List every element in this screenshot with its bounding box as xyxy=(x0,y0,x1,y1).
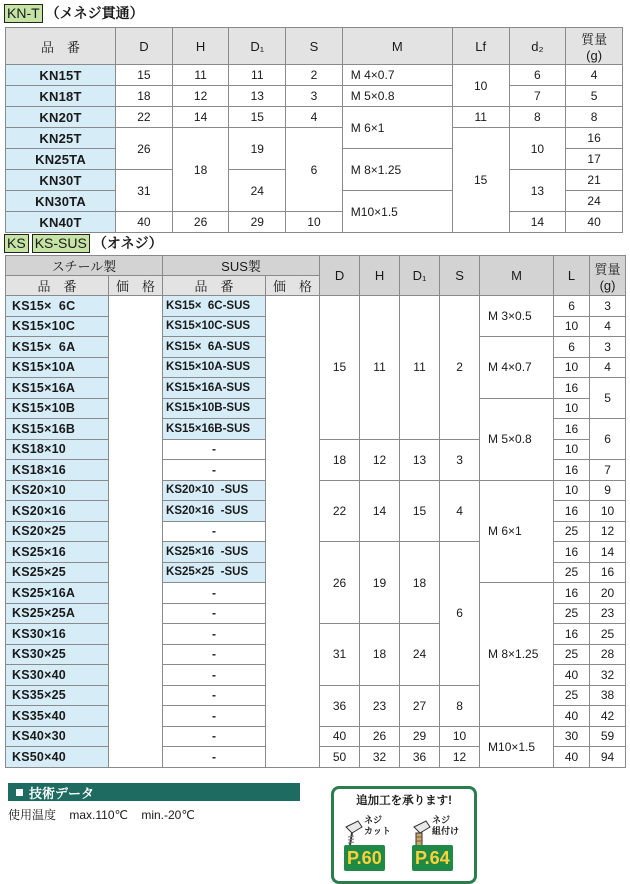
ks-m-cell: M 8×1.25 xyxy=(480,583,554,727)
extra-processing-badge[interactable] xyxy=(331,786,477,884)
ks-steel-code: KS20×16 xyxy=(6,501,109,522)
ks-h-mass: 質量 (g) xyxy=(590,256,626,296)
ks-d-cell: 50 xyxy=(320,747,360,768)
ks-sus-code: - xyxy=(163,603,266,624)
ks-sus-tag: KS-SUS xyxy=(32,234,90,253)
ks-steel-code: KS30×40 xyxy=(6,665,109,686)
ks-steel-code: KS15×16B xyxy=(6,419,109,440)
ks-h-h: H xyxy=(360,256,400,296)
kn-cell: 8 xyxy=(566,107,623,128)
kn-code: KN25T xyxy=(6,128,116,149)
ks-sus-code: - xyxy=(163,460,266,481)
ks-l-cell: 10 xyxy=(554,480,590,501)
ks-steel-code: KS40×30 xyxy=(6,726,109,747)
ks-steel-code: KS15×10C xyxy=(6,316,109,337)
table-row xyxy=(6,107,623,128)
kn-tag: KN-T xyxy=(4,4,43,23)
kn-h-s: S xyxy=(286,28,343,65)
ks-l-cell: 16 xyxy=(554,460,590,481)
kn-cell: M 6×1 xyxy=(342,107,452,149)
kn-cell: 15 xyxy=(452,128,509,233)
ks-l-cell: 16 xyxy=(554,378,590,399)
badge-item-thread-cut[interactable] xyxy=(336,815,402,875)
ks-d-cell: 15 xyxy=(320,296,360,440)
kn-section-title xyxy=(4,2,144,24)
ks-sus-code: - xyxy=(163,583,266,604)
ks-h-sus-price: 価 格 xyxy=(266,276,320,296)
ks-steel-code: KS25×16 xyxy=(6,542,109,563)
ks-mass-cell: 7 xyxy=(590,460,626,481)
kn-cell: 26 xyxy=(172,212,229,233)
ks-sus-code: KS15×10A-SUS xyxy=(163,357,266,378)
ks-mass-cell: 3 xyxy=(590,296,626,317)
ks-mass-cell: 59 xyxy=(590,726,626,747)
kn-cell: 13 xyxy=(509,170,566,212)
ks-s-cell: 8 xyxy=(440,685,480,726)
ks-steel-code: KS15× 6C xyxy=(6,296,109,317)
ks-steel-code: KS25×16A xyxy=(6,583,109,604)
kn-code: KN30T xyxy=(6,170,116,191)
tech-temp-line xyxy=(8,806,205,823)
ks-l-cell: 30 xyxy=(554,726,590,747)
kn-cell: 17 xyxy=(566,149,623,170)
ks-sus-code: KS20×16 -SUS xyxy=(163,501,266,522)
ks-mass-cell: 28 xyxy=(590,644,626,665)
kn-cell: 24 xyxy=(566,191,623,212)
ks-l-cell: 10 xyxy=(554,439,590,460)
kn-note: （メネジ貫通） xyxy=(45,5,144,21)
ks-l-cell: 40 xyxy=(554,706,590,727)
ks-d-cell: 26 xyxy=(320,542,360,624)
ks-header-row-1 xyxy=(6,256,626,276)
kn-cell: 31 xyxy=(116,170,173,212)
ks-l-cell: 16 xyxy=(554,419,590,440)
ks-mass-cell: 16 xyxy=(590,562,626,583)
tech-data-title: 技術データ xyxy=(29,785,95,801)
ks-steel-code: KS20×10 xyxy=(6,480,109,501)
kn-cell: 40 xyxy=(566,212,623,233)
kn-cell: 21 xyxy=(566,170,623,191)
ks-s-cell: 10 xyxy=(440,726,480,747)
kn-cell: 10 xyxy=(452,65,509,107)
kn-cell: 26 xyxy=(116,128,173,170)
kn-cell: 24 xyxy=(229,170,286,212)
ks-d-cell: 22 xyxy=(320,480,360,542)
ks-mass-cell: 6 xyxy=(590,419,626,460)
kn-cell: M 5×0.8 xyxy=(342,86,452,107)
kn-cell: 13 xyxy=(229,86,286,107)
ks-steel-code: KS25×25 xyxy=(6,562,109,583)
ks-m-cell: M 5×0.8 xyxy=(480,398,554,480)
ks-h-steel-part: 品 番 xyxy=(6,276,109,296)
kn-cell: 5 xyxy=(566,86,623,107)
ks-h-steel: スチール製 xyxy=(6,256,163,276)
ks-mass-cell: 94 xyxy=(590,747,626,768)
ks-h-cell: 18 xyxy=(360,624,400,686)
ks-mass-cell: 9 xyxy=(590,480,626,501)
kn-cell: 6 xyxy=(286,128,343,212)
ks-h-s: S xyxy=(440,256,480,296)
temp-max: max.110℃ xyxy=(69,808,128,822)
ks-l-cell: 10 xyxy=(554,357,590,378)
kn-cell: 14 xyxy=(509,212,566,233)
kn-code: KN20T xyxy=(6,107,116,128)
ks-l-cell: 16 xyxy=(554,501,590,522)
ks-sus-code: KS15×10C-SUS xyxy=(163,316,266,337)
ks-mass-cell: 4 xyxy=(590,357,626,378)
kn-h-d2: d₂ xyxy=(509,28,566,65)
ks-s-cell: 3 xyxy=(440,439,480,480)
ks-d1-cell: 18 xyxy=(400,542,440,624)
ks-steel-code: KS30×25 xyxy=(6,644,109,665)
ks-sus-code: - xyxy=(163,706,266,727)
badge-item1-page: P.60 xyxy=(344,845,385,871)
ks-d-cell: 36 xyxy=(320,685,360,726)
ks-h-l: L xyxy=(554,256,590,296)
bullet-square-icon xyxy=(16,789,23,796)
kn-cell: 22 xyxy=(116,107,173,128)
ks-sus-code: - xyxy=(163,747,266,768)
ks-sus-code: KS15×16A-SUS xyxy=(163,378,266,399)
ks-sus-code: - xyxy=(163,644,266,665)
ks-d1-cell: 13 xyxy=(400,439,440,480)
ks-s-cell: 12 xyxy=(440,747,480,768)
ks-d-cell: 18 xyxy=(320,439,360,480)
kn-cell: 19 xyxy=(229,128,286,170)
kn-cell: 10 xyxy=(509,128,566,170)
kn-cell: 2 xyxy=(286,65,343,86)
ks-l-cell: 16 xyxy=(554,624,590,645)
kn-cell: 40 xyxy=(116,212,173,233)
ks-h-m: M xyxy=(480,256,554,296)
ks-l-cell: 25 xyxy=(554,685,590,706)
ks-steel-code: KS15× 6A xyxy=(6,337,109,358)
badge-item-thread-assembly[interactable] xyxy=(404,815,470,875)
ks-l-cell: 25 xyxy=(554,562,590,583)
ks-section-title xyxy=(4,232,163,254)
ks-steel-code: KS18×16 xyxy=(6,460,109,481)
ks-s-cell: 4 xyxy=(440,480,480,542)
kn-cell: 15 xyxy=(229,107,286,128)
badge-item2-label: ネジ 組付け xyxy=(432,815,460,836)
kn-header-row xyxy=(6,28,623,65)
kn-cell: 12 xyxy=(172,86,229,107)
ks-h-cell: 14 xyxy=(360,480,400,542)
ks-sus-code: - xyxy=(163,624,266,645)
kn-cell: 11 xyxy=(172,65,229,86)
ks-steel-code: KS15×16A xyxy=(6,378,109,399)
kn-cell: 29 xyxy=(229,212,286,233)
badge-item1-label: ネジ カット xyxy=(364,815,391,836)
ks-steel-code: KS18×10 xyxy=(6,439,109,460)
ks-table xyxy=(5,255,626,768)
kn-code: KN25TA xyxy=(6,149,116,170)
kn-h-part: 品 番 xyxy=(6,28,116,65)
ks-sus-code: - xyxy=(163,665,266,686)
ks-h-cell: 11 xyxy=(360,296,400,440)
ks-sus-code: KS15× 6C-SUS xyxy=(163,296,266,317)
kn-cell: 14 xyxy=(172,107,229,128)
ks-mass-cell: 12 xyxy=(590,521,626,542)
ks-mass-cell: 23 xyxy=(590,603,626,624)
ks-sus-code: KS25×25 -SUS xyxy=(163,562,266,583)
ks-sus-code: KS25×16 -SUS xyxy=(163,542,266,563)
ks-mass-cell: 3 xyxy=(590,337,626,358)
ks-mass-cell: 10 xyxy=(590,501,626,522)
ks-m-cell: M 3×0.5 xyxy=(480,296,554,337)
kn-table xyxy=(5,27,623,233)
kn-cell: M10×1.5 xyxy=(342,191,452,233)
kn-cell: 15 xyxy=(116,65,173,86)
ks-l-cell: 40 xyxy=(554,665,590,686)
ks-h-cell: 26 xyxy=(360,726,400,747)
ks-steel-code: KS15×10A xyxy=(6,357,109,378)
kn-cell: 4 xyxy=(286,107,343,128)
ks-steel-code: KS50×40 xyxy=(6,747,109,768)
ks-steel-code: KS30×16 xyxy=(6,624,109,645)
ks-note: （オネジ） xyxy=(92,235,163,251)
ks-tag: KS xyxy=(4,234,29,253)
kn-code: KN15T xyxy=(6,65,116,86)
ks-h-steel-price: 価 格 xyxy=(109,276,163,296)
badge-title: 追加工を承ります! xyxy=(356,795,452,807)
ks-steel-code: KS15×10B xyxy=(6,398,109,419)
table-row xyxy=(6,86,623,107)
kn-code: KN40T xyxy=(6,212,116,233)
ks-h-cell: 19 xyxy=(360,542,400,624)
ks-steel-code: KS20×25 xyxy=(6,521,109,542)
ks-sus-code: - xyxy=(163,685,266,706)
ks-l-cell: 16 xyxy=(554,542,590,563)
kn-cell: 6 xyxy=(509,65,566,86)
ks-steel-price xyxy=(109,296,163,768)
ks-l-cell: 16 xyxy=(554,583,590,604)
ks-h-cell: 32 xyxy=(360,747,400,768)
ks-m-cell: M 6×1 xyxy=(480,480,554,583)
ks-steel-code: KS35×40 xyxy=(6,706,109,727)
ks-l-cell: 25 xyxy=(554,521,590,542)
badge-item2-page: P.64 xyxy=(412,845,453,871)
ks-mass-cell: 25 xyxy=(590,624,626,645)
ks-mass-cell: 20 xyxy=(590,583,626,604)
ks-l-cell: 10 xyxy=(554,398,590,419)
table-row xyxy=(6,65,623,86)
ks-mass-cell: 32 xyxy=(590,665,626,686)
kn-cell: 18 xyxy=(172,128,229,212)
kn-cell: M 8×1.25 xyxy=(342,149,452,191)
table-row xyxy=(6,128,623,149)
ks-d1-cell: 15 xyxy=(400,480,440,542)
ks-mass-cell: 38 xyxy=(590,685,626,706)
kn-h-d1: D₁ xyxy=(229,28,286,65)
kn-cell: 8 xyxy=(509,107,566,128)
ks-h-d: D xyxy=(320,256,360,296)
ks-sus-price xyxy=(266,296,320,768)
ks-h-sus-part: 品 番 xyxy=(163,276,266,296)
ks-d-cell: 40 xyxy=(320,726,360,747)
ks-mass-cell: 5 xyxy=(590,378,626,419)
ks-sus-code: KS15×10B-SUS xyxy=(163,398,266,419)
ks-sus-code: KS20×10 -SUS xyxy=(163,480,266,501)
ks-h-d1: D₁ xyxy=(400,256,440,296)
kn-cell: 7 xyxy=(509,86,566,107)
ks-d1-cell: 36 xyxy=(400,747,440,768)
kn-h-m: M xyxy=(342,28,452,65)
temp-min: min.-20℃ xyxy=(141,808,195,822)
ks-l-cell: 10 xyxy=(554,316,590,337)
kn-cell: 18 xyxy=(116,86,173,107)
ks-d-cell: 31 xyxy=(320,624,360,686)
ks-sus-code: - xyxy=(163,439,266,460)
ks-mass-cell: 14 xyxy=(590,542,626,563)
ks-d1-cell: 11 xyxy=(400,296,440,440)
kn-cell: 4 xyxy=(566,65,623,86)
ks-steel-code: KS25×25A xyxy=(6,603,109,624)
ks-s-cell: 2 xyxy=(440,296,480,440)
kn-cell: 11 xyxy=(452,107,509,128)
kn-cell: 11 xyxy=(229,65,286,86)
ks-h-cell: 12 xyxy=(360,439,400,480)
ks-mass-cell: 42 xyxy=(590,706,626,727)
kn-code: KN18T xyxy=(6,86,116,107)
ks-d1-cell: 29 xyxy=(400,726,440,747)
kn-code: KN30TA xyxy=(6,191,116,212)
kn-cell: 10 xyxy=(286,212,343,233)
ks-l-cell: 6 xyxy=(554,337,590,358)
kn-cell: M 4×0.7 xyxy=(342,65,452,86)
table-row xyxy=(6,212,623,233)
ks-d1-cell: 27 xyxy=(400,685,440,726)
temp-label: 使用温度 xyxy=(8,808,57,822)
ks-d1-cell: 24 xyxy=(400,624,440,686)
ks-sus-code: KS15×16B-SUS xyxy=(163,419,266,440)
ks-l-cell: 25 xyxy=(554,603,590,624)
kn-h-lf: Lf xyxy=(452,28,509,65)
ks-sus-code: - xyxy=(163,726,266,747)
ks-l-cell: 25 xyxy=(554,644,590,665)
kn-h-mass: 質量 (g) xyxy=(566,28,623,65)
kn-h-h: H xyxy=(172,28,229,65)
ks-m-cell: M 4×0.7 xyxy=(480,337,554,399)
ks-mass-cell: 4 xyxy=(590,316,626,337)
ks-steel-code: KS35×25 xyxy=(6,685,109,706)
ks-l-cell: 6 xyxy=(554,296,590,317)
ks-sus-code: KS15× 6A-SUS xyxy=(163,337,266,358)
table-row xyxy=(6,296,626,317)
ks-l-cell: 40 xyxy=(554,747,590,768)
ks-h-cell: 23 xyxy=(360,685,400,726)
ks-h-sus: SUS製 xyxy=(163,256,320,276)
kn-cell: 3 xyxy=(286,86,343,107)
ks-m-cell: M10×1.5 xyxy=(480,726,554,767)
kn-h-d: D xyxy=(116,28,173,65)
tech-data-bar xyxy=(8,783,300,801)
ks-sus-code: - xyxy=(163,521,266,542)
kn-cell: 16 xyxy=(566,128,623,149)
ks-s-cell: 6 xyxy=(440,542,480,686)
